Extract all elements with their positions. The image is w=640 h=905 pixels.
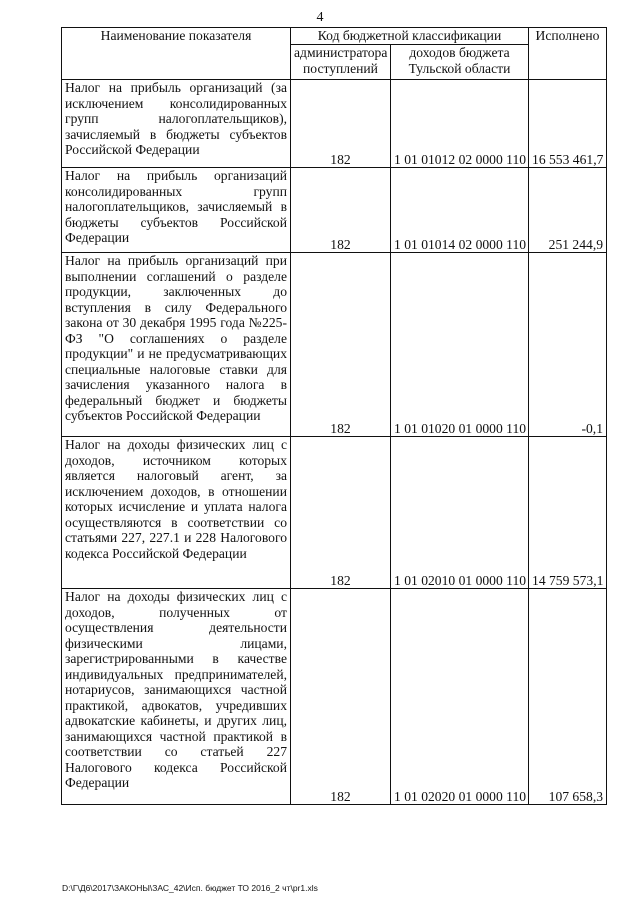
table-row — [62, 80, 607, 168]
header-name: Наименование показателя — [62, 28, 291, 80]
row-admin: 182 — [291, 168, 391, 253]
row-amount: 107 658,3 — [529, 589, 607, 805]
table-row — [62, 589, 607, 805]
row-amount: 16 553 461,7 — [529, 80, 607, 168]
row-code: 1 01 01014 02 0000 110 — [391, 168, 529, 253]
footer-file-path: D:\Г\Д6\2017\ЗАКОНЫ\ЗАС_42\Исп. бюджет ТО 2016_2 чт\pr1.xls — [62, 883, 318, 893]
row-name: Налог на прибыль организаций (за исключением консолидированных групп налогоплательщиков), зачисляемый в бюджеты субъектов Российской Федерации — [62, 80, 291, 168]
row-code: 1 01 01020 01 0000 110 — [391, 253, 529, 437]
row-name: Налог на доходы физических лиц с доходов, полученных от осуществления деятельности физическими лицами, зарегистрированными в качестве индивидуальных предпринимателей, нотариусов, занимающихся частной практикой, адвокатов, учредивших адвокатские кабинеты, и других лиц, занимающихся частной практикой в соответствии со статьей 227 Налогового кодекса Российской Федерации — [62, 589, 291, 805]
table-row — [62, 168, 607, 253]
header-executed: Исполнено — [529, 28, 607, 80]
row-amount: 251 244,9 — [529, 168, 607, 253]
row-name: Налог на прибыль организаций консолидированных групп налогоплательщиков, зачисляемый в бюджеты субъектов Российской Федерации — [62, 168, 291, 253]
row-code: 1 01 02010 01 0000 110 — [391, 437, 529, 589]
row-code: 1 01 02020 01 0000 110 — [391, 589, 529, 805]
header-code: Код бюджетной классификации — [291, 28, 529, 45]
row-name: Налог на прибыль организаций при выполнении соглашений о разделе продукции, заключенных до вступления в силу Федерального закона от 30 декабря 1995 года №225-ФЗ "О соглашениях о разделе продукции" и не предусматривающих специальные налоговые ставки для зачисления указанного налога в федеральный бюджет и бюджеты субъектов Российской Федерации — [62, 253, 291, 437]
page-number: 4 — [316, 10, 324, 25]
row-amount: 14 759 573,1 — [529, 437, 607, 589]
table-row — [62, 253, 607, 437]
row-admin: 182 — [291, 589, 391, 805]
header-admin: администратора поступлений — [291, 45, 391, 80]
row-code: 1 01 01012 02 0000 110 — [391, 80, 529, 168]
table-row — [62, 437, 607, 589]
row-admin: 182 — [291, 253, 391, 437]
row-admin: 182 — [291, 437, 391, 589]
row-name: Налог на доходы физических лиц с доходов, источником которых является налоговый агент, за исключением доходов, в отношении которых исчисление и уплата налога осуществляются в соответствии со статьями 227, 227.1 и 228 Налогового кодекса Российской Федерации — [62, 437, 291, 589]
row-admin: 182 — [291, 80, 391, 168]
header-income: доходов бюджета Тульской области — [391, 45, 529, 80]
budget-table — [61, 27, 607, 805]
row-amount: -0,1 — [529, 253, 607, 437]
